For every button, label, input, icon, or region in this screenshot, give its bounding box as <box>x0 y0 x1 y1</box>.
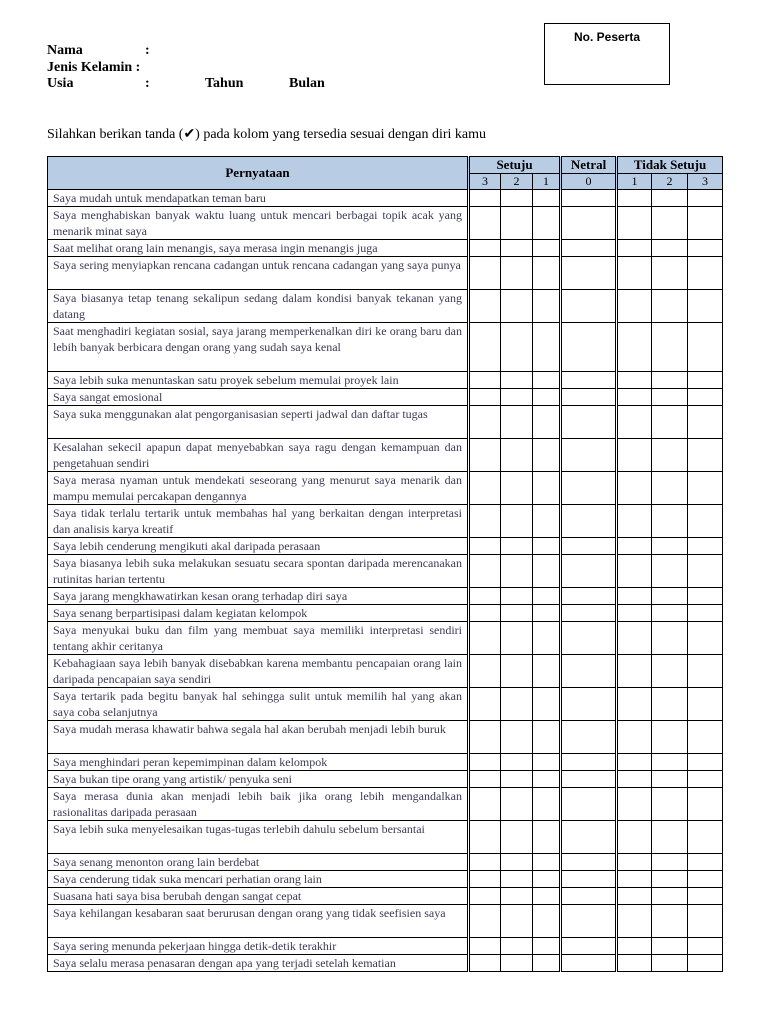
answer-checkbox-cell[interactable] <box>617 372 652 389</box>
answer-checkbox-cell[interactable] <box>533 190 561 207</box>
participant-number-label: No. Peserta <box>573 30 641 44</box>
answer-checkbox-cell[interactable] <box>469 888 501 905</box>
answer-checkbox-cell[interactable] <box>469 588 501 605</box>
statement-cell: Saya menghabiskan banyak waktu luang untuk mencari berbagai topik acak yang menarik minat saya <box>48 207 469 240</box>
answer-checkbox-cell[interactable] <box>561 472 617 505</box>
answer-checkbox-cell[interactable] <box>469 821 501 854</box>
answer-checkbox-cell[interactable] <box>688 389 723 406</box>
answer-checkbox-cell[interactable] <box>617 655 652 688</box>
answer-checkbox-cell[interactable] <box>561 688 617 721</box>
answer-checkbox-cell[interactable] <box>501 323 533 372</box>
answer-checkbox-cell[interactable] <box>561 854 617 871</box>
answer-checkbox-cell[interactable] <box>688 721 723 754</box>
answer-checkbox-cell[interactable] <box>688 655 723 688</box>
answer-checkbox-cell[interactable] <box>652 439 688 472</box>
answer-checkbox-cell[interactable] <box>469 290 501 323</box>
answer-checkbox-cell[interactable] <box>652 771 688 788</box>
gender-label: Jenis Kelamin : <box>47 60 141 75</box>
statement-cell: Saya jarang mengkhawatirkan kesan orang terhadap diri saya <box>48 588 469 605</box>
statement-cell: Kesalahan sekecil apapun dapat menyebabkan saya ragu dengan kemampuan dan pengetahuan sendiri <box>48 439 469 472</box>
answer-checkbox-cell[interactable] <box>617 938 652 955</box>
answer-checkbox-cell[interactable] <box>469 323 501 372</box>
answer-checkbox-cell[interactable] <box>652 721 688 754</box>
score-header: 1 <box>617 174 652 190</box>
answer-checkbox-cell[interactable] <box>561 207 617 240</box>
answer-checkbox-cell[interactable] <box>688 905 723 938</box>
table-row <box>48 505 723 538</box>
statement-cell: Suasana hati saya bisa berubah dengan sangat cepat <box>48 888 469 905</box>
answer-checkbox-cell[interactable] <box>688 955 723 972</box>
answer-checkbox-cell[interactable] <box>501 688 533 721</box>
answer-checkbox-cell[interactable] <box>652 788 688 821</box>
statement-cell: Saya biasanya tetap tenang sekalipun sedang dalam kondisi banyak tekanan yang datang <box>48 290 469 323</box>
answer-checkbox-cell[interactable] <box>561 257 617 290</box>
table-row <box>48 439 723 472</box>
answer-checkbox-cell[interactable] <box>469 207 501 240</box>
statement-cell: Saya sangat emosional <box>48 389 469 406</box>
answer-checkbox-cell[interactable] <box>652 754 688 771</box>
statement-cell: Saya lebih suka menyelesaikan tugas-tugas terlebih dahulu sebelum bersantai <box>48 821 469 854</box>
answer-checkbox-cell[interactable] <box>561 788 617 821</box>
table-row <box>48 406 723 439</box>
answer-checkbox-cell[interactable] <box>688 622 723 655</box>
answer-checkbox-cell[interactable] <box>561 538 617 555</box>
answer-checkbox-cell[interactable] <box>652 472 688 505</box>
answer-checkbox-cell[interactable] <box>652 655 688 688</box>
answer-checkbox-cell[interactable] <box>501 721 533 754</box>
table-row <box>48 888 723 905</box>
answer-checkbox-cell[interactable] <box>469 655 501 688</box>
table-row <box>48 372 723 389</box>
answer-checkbox-cell[interactable] <box>652 938 688 955</box>
answer-checkbox-cell[interactable] <box>561 406 617 439</box>
answer-checkbox-cell[interactable] <box>469 688 501 721</box>
table-row <box>48 955 723 972</box>
answer-checkbox-cell[interactable] <box>533 588 561 605</box>
answer-checkbox-cell[interactable] <box>533 207 561 240</box>
answer-checkbox-cell[interactable] <box>652 323 688 372</box>
score-header: 0 <box>561 174 617 190</box>
answer-checkbox-cell[interactable] <box>617 538 652 555</box>
table-row <box>48 622 723 655</box>
table-row <box>48 257 723 290</box>
answer-checkbox-cell[interactable] <box>617 555 652 588</box>
table-row <box>48 588 723 605</box>
answer-checkbox-cell[interactable] <box>469 406 501 439</box>
answer-checkbox-cell[interactable] <box>533 622 561 655</box>
answer-checkbox-cell[interactable] <box>469 240 501 257</box>
answer-checkbox-cell[interactable] <box>617 771 652 788</box>
answer-checkbox-cell[interactable] <box>688 871 723 888</box>
table-row <box>48 821 723 854</box>
table-row <box>48 771 723 788</box>
answer-checkbox-cell[interactable] <box>617 854 652 871</box>
statement-cell: Saya mudah untuk mendapatkan teman baru <box>48 190 469 207</box>
table-row <box>48 323 723 372</box>
answer-checkbox-cell[interactable] <box>533 538 561 555</box>
answer-checkbox-cell[interactable] <box>533 655 561 688</box>
table-row <box>48 721 723 754</box>
answer-checkbox-cell[interactable] <box>469 505 501 538</box>
answer-checkbox-cell[interactable] <box>469 372 501 389</box>
answer-checkbox-cell[interactable] <box>688 257 723 290</box>
table-row <box>48 938 723 955</box>
answer-checkbox-cell[interactable] <box>561 240 617 257</box>
answer-checkbox-cell[interactable] <box>501 771 533 788</box>
answer-checkbox-cell[interactable] <box>617 622 652 655</box>
answer-checkbox-cell[interactable] <box>688 240 723 257</box>
statement-cell: Saya senang berpartisipasi dalam kegiatan kelompok <box>48 605 469 622</box>
answer-checkbox-cell[interactable] <box>561 622 617 655</box>
answer-checkbox-cell[interactable] <box>617 207 652 240</box>
answer-checkbox-cell[interactable] <box>469 555 501 588</box>
answer-checkbox-cell[interactable] <box>617 240 652 257</box>
answer-checkbox-cell[interactable] <box>688 406 723 439</box>
answer-checkbox-cell[interactable] <box>533 240 561 257</box>
statement-cell: Saya lebih cenderung mengikuti akal daripada perasaan <box>48 538 469 555</box>
answer-checkbox-cell[interactable] <box>652 888 688 905</box>
answer-checkbox-cell[interactable] <box>561 605 617 622</box>
answer-checkbox-cell[interactable] <box>688 290 723 323</box>
table-row <box>48 754 723 771</box>
answer-checkbox-cell[interactable] <box>501 190 533 207</box>
answer-checkbox-cell[interactable] <box>533 257 561 290</box>
statement-cell: Saya merasa nyaman untuk mendekati seseorang yang menurut saya menarik dan mampu memulai percakapan dengannya <box>48 472 469 505</box>
answer-checkbox-cell[interactable] <box>652 871 688 888</box>
answer-checkbox-cell[interactable] <box>533 905 561 938</box>
answer-checkbox-cell[interactable] <box>469 622 501 655</box>
answer-checkbox-cell[interactable] <box>617 505 652 538</box>
answer-checkbox-cell[interactable] <box>617 905 652 938</box>
answer-checkbox-cell[interactable] <box>501 538 533 555</box>
statement-cell: Saya selalu merasa penasaran dengan apa yang terjadi setelah kematian <box>48 955 469 972</box>
answer-checkbox-cell[interactable] <box>652 389 688 406</box>
participant-number-box[interactable] <box>544 23 670 85</box>
answer-checkbox-cell[interactable] <box>617 290 652 323</box>
statement-cell: Saya suka menggunakan alat pengorganisasian seperti jadwal dan daftar tugas <box>48 406 469 439</box>
answer-checkbox-cell[interactable] <box>533 605 561 622</box>
answer-checkbox-cell[interactable] <box>688 688 723 721</box>
answer-checkbox-cell[interactable] <box>561 905 617 938</box>
answer-checkbox-cell[interactable] <box>688 605 723 622</box>
answer-checkbox-cell[interactable] <box>501 955 533 972</box>
statement-cell: Saya senang menonton orang lain berdebat <box>48 854 469 871</box>
answer-checkbox-cell[interactable] <box>688 754 723 771</box>
answer-checkbox-cell[interactable] <box>652 688 688 721</box>
agree-header: Setuju <box>469 157 561 174</box>
answer-checkbox-cell[interactable] <box>533 871 561 888</box>
answer-checkbox-cell[interactable] <box>561 389 617 406</box>
answer-checkbox-cell[interactable] <box>652 588 688 605</box>
answer-checkbox-cell[interactable] <box>617 588 652 605</box>
table-row <box>48 538 723 555</box>
answer-checkbox-cell[interactable] <box>469 854 501 871</box>
answer-checkbox-cell[interactable] <box>617 955 652 972</box>
answer-checkbox-cell[interactable] <box>652 257 688 290</box>
questionnaire-body <box>48 190 723 972</box>
answer-checkbox-cell[interactable] <box>501 605 533 622</box>
statement-cell: Saya lebih suka menuntaskan satu proyek sebelum memulai proyek lain <box>48 372 469 389</box>
answer-checkbox-cell[interactable] <box>561 721 617 754</box>
answer-checkbox-cell[interactable] <box>469 754 501 771</box>
answer-checkbox-cell[interactable] <box>617 888 652 905</box>
answer-checkbox-cell[interactable] <box>501 555 533 588</box>
answer-checkbox-cell[interactable] <box>652 538 688 555</box>
answer-checkbox-cell[interactable] <box>561 190 617 207</box>
answer-checkbox-cell[interactable] <box>501 938 533 955</box>
answer-checkbox-cell[interactable] <box>533 372 561 389</box>
answer-checkbox-cell[interactable] <box>501 888 533 905</box>
answer-checkbox-cell[interactable] <box>533 854 561 871</box>
answer-checkbox-cell[interactable] <box>501 207 533 240</box>
answer-checkbox-cell[interactable] <box>561 655 617 688</box>
statement-cell: Saat melihat orang lain menangis, saya merasa ingin menangis juga <box>48 240 469 257</box>
answer-checkbox-cell[interactable] <box>469 955 501 972</box>
answer-checkbox-cell[interactable] <box>533 888 561 905</box>
answer-checkbox-cell[interactable] <box>652 905 688 938</box>
answer-checkbox-cell[interactable] <box>533 955 561 972</box>
statement-cell: Saya kehilangan kesabaran saat berurusan dengan orang yang tidak seefisien saya <box>48 905 469 938</box>
answer-checkbox-cell[interactable] <box>501 754 533 771</box>
answer-checkbox-cell[interactable] <box>561 555 617 588</box>
answer-checkbox-cell[interactable] <box>561 771 617 788</box>
answer-checkbox-cell[interactable] <box>688 788 723 821</box>
answer-checkbox-cell[interactable] <box>501 240 533 257</box>
answer-checkbox-cell[interactable] <box>501 788 533 821</box>
score-header: 1 <box>533 174 561 190</box>
answer-checkbox-cell[interactable] <box>561 372 617 389</box>
answer-checkbox-cell[interactable] <box>688 505 723 538</box>
answer-checkbox-cell[interactable] <box>533 406 561 439</box>
answer-checkbox-cell[interactable] <box>652 240 688 257</box>
answer-checkbox-cell[interactable] <box>617 605 652 622</box>
name-label: Nama <box>47 43 83 58</box>
answer-checkbox-cell[interactable] <box>561 754 617 771</box>
answer-checkbox-cell[interactable] <box>688 555 723 588</box>
answer-checkbox-cell[interactable] <box>501 439 533 472</box>
answer-checkbox-cell[interactable] <box>533 771 561 788</box>
answer-checkbox-cell[interactable] <box>617 323 652 372</box>
table-row <box>48 240 723 257</box>
answer-checkbox-cell[interactable] <box>533 754 561 771</box>
answer-checkbox-cell[interactable] <box>533 788 561 821</box>
answer-checkbox-cell[interactable] <box>617 257 652 290</box>
table-row <box>48 555 723 588</box>
name-colon: : <box>145 43 150 58</box>
answer-checkbox-cell[interactable] <box>652 406 688 439</box>
answer-checkbox-cell[interactable] <box>533 290 561 323</box>
statement-cell: Saya mudah merasa khawatir bahwa segala hal akan berubah menjadi lebih buruk <box>48 721 469 754</box>
statement-cell: Saya cenderung tidak suka mencari perhatian orang lain <box>48 871 469 888</box>
answer-checkbox-cell[interactable] <box>469 439 501 472</box>
answer-checkbox-cell[interactable] <box>561 871 617 888</box>
answer-checkbox-cell[interactable] <box>688 538 723 555</box>
answer-checkbox-cell[interactable] <box>617 389 652 406</box>
answer-checkbox-cell[interactable] <box>501 472 533 505</box>
answer-checkbox-cell[interactable] <box>688 439 723 472</box>
answer-checkbox-cell[interactable] <box>652 622 688 655</box>
age-colon: : <box>145 76 150 91</box>
table-row <box>48 190 723 207</box>
answer-checkbox-cell[interactable] <box>469 389 501 406</box>
table-row <box>48 389 723 406</box>
answer-checkbox-cell[interactable] <box>688 323 723 372</box>
disagree-header: Tidak Setuju <box>617 157 723 174</box>
answer-checkbox-cell[interactable] <box>469 938 501 955</box>
statement-cell: Saya tidak terlalu tertarik untuk membahas hal yang berkaitan dengan interpretasi dan analisis karya kreatif <box>48 505 469 538</box>
table-row <box>48 655 723 688</box>
statement-cell: Saya bukan tipe orang yang artistik/ penyuka seni <box>48 771 469 788</box>
answer-checkbox-cell[interactable] <box>469 257 501 290</box>
table-row <box>48 854 723 871</box>
answer-checkbox-cell[interactable] <box>469 605 501 622</box>
answer-checkbox-cell[interactable] <box>617 754 652 771</box>
answer-checkbox-cell[interactable] <box>688 588 723 605</box>
answer-checkbox-cell[interactable] <box>561 439 617 472</box>
answer-checkbox-cell[interactable] <box>688 938 723 955</box>
table-row <box>48 905 723 938</box>
statement-cell: Saya biasanya lebih suka melakukan sesuatu secara spontan daripada merencanakan rutinitas harian tertentu <box>48 555 469 588</box>
answer-checkbox-cell[interactable] <box>561 588 617 605</box>
answer-checkbox-cell[interactable] <box>533 439 561 472</box>
score-header: 2 <box>501 174 533 190</box>
answer-checkbox-cell[interactable] <box>652 854 688 871</box>
age-label: Usia <box>47 76 74 91</box>
score-header: 3 <box>688 174 723 190</box>
table-row <box>48 207 723 240</box>
answer-checkbox-cell[interactable] <box>652 290 688 323</box>
answer-checkbox-cell[interactable] <box>469 721 501 754</box>
answer-checkbox-cell[interactable] <box>469 538 501 555</box>
answer-checkbox-cell[interactable] <box>688 888 723 905</box>
answer-checkbox-cell[interactable] <box>469 472 501 505</box>
answer-checkbox-cell[interactable] <box>561 821 617 854</box>
answer-checkbox-cell[interactable] <box>688 190 723 207</box>
answer-checkbox-cell[interactable] <box>501 372 533 389</box>
statement-cell: Saya sering menunda pekerjaan hingga detik-detik terakhir <box>48 938 469 955</box>
answer-checkbox-cell[interactable] <box>561 955 617 972</box>
questionnaire-table <box>47 156 723 972</box>
answer-checkbox-cell[interactable] <box>533 688 561 721</box>
answer-checkbox-cell[interactable] <box>533 323 561 372</box>
answer-checkbox-cell[interactable] <box>688 472 723 505</box>
answer-checkbox-cell[interactable] <box>501 871 533 888</box>
statement-header: Pernyataan <box>48 157 469 190</box>
answer-checkbox-cell[interactable] <box>501 505 533 538</box>
table-row <box>48 871 723 888</box>
answer-checkbox-cell[interactable] <box>469 905 501 938</box>
neutral-header: Netral <box>561 157 617 174</box>
answer-checkbox-cell[interactable] <box>501 655 533 688</box>
answer-checkbox-cell[interactable] <box>617 190 652 207</box>
statement-cell: Kebahagiaan saya lebih banyak disebabkan karena membantu pencapaian orang lain daripada pencapaian saya sendiri <box>48 655 469 688</box>
answer-checkbox-cell[interactable] <box>469 771 501 788</box>
answer-checkbox-cell[interactable] <box>533 938 561 955</box>
answer-checkbox-cell[interactable] <box>652 955 688 972</box>
answer-checkbox-cell[interactable] <box>561 505 617 538</box>
answer-checkbox-cell[interactable] <box>652 555 688 588</box>
answer-checkbox-cell[interactable] <box>501 821 533 854</box>
table-row <box>48 472 723 505</box>
answer-checkbox-cell[interactable] <box>617 406 652 439</box>
statement-cell: Saat menghadiri kegiatan sosial, saya jarang memperkenalkan diri ke orang baru dan lebih banyak berbicara dengan orang yang sudah saya kenal <box>48 323 469 372</box>
answer-checkbox-cell[interactable] <box>501 905 533 938</box>
answer-checkbox-cell[interactable] <box>533 721 561 754</box>
instruction-text: Silahkan berikan tanda (✔) pada kolom yang tersedia sesuai dengan diri kamu <box>47 127 486 142</box>
statement-cell: Saya menghindari peran kepemimpinan dalam kelompok <box>48 754 469 771</box>
answer-checkbox-cell[interactable] <box>561 888 617 905</box>
answer-checkbox-cell[interactable] <box>533 389 561 406</box>
answer-checkbox-cell[interactable] <box>561 323 617 372</box>
table-row <box>48 688 723 721</box>
answer-checkbox-cell[interactable] <box>501 290 533 323</box>
score-header: 3 <box>469 174 501 190</box>
answer-checkbox-cell[interactable] <box>501 406 533 439</box>
answer-checkbox-cell[interactable] <box>561 938 617 955</box>
answer-checkbox-cell[interactable] <box>688 207 723 240</box>
table-row <box>48 605 723 622</box>
answer-checkbox-cell[interactable] <box>501 622 533 655</box>
year-label: Tahun <box>205 76 244 91</box>
answer-checkbox-cell[interactable] <box>652 207 688 240</box>
answer-checkbox-cell[interactable] <box>469 788 501 821</box>
answer-checkbox-cell[interactable] <box>617 688 652 721</box>
table-row <box>48 788 723 821</box>
answer-checkbox-cell[interactable] <box>617 721 652 754</box>
statement-cell: Saya menyukai buku dan film yang membuat saya memiliki interpretasi sendiri tentang akhir ceritanya <box>48 622 469 655</box>
answer-checkbox-cell[interactable] <box>688 771 723 788</box>
answer-checkbox-cell[interactable] <box>501 389 533 406</box>
answer-checkbox-cell[interactable] <box>533 505 561 538</box>
answer-checkbox-cell[interactable] <box>501 588 533 605</box>
month-label: Bulan <box>289 76 325 91</box>
statement-cell: Saya sering menyiapkan rencana cadangan untuk rencana cadangan yang saya punya <box>48 257 469 290</box>
answer-checkbox-cell[interactable] <box>533 472 561 505</box>
answer-checkbox-cell[interactable] <box>688 372 723 389</box>
answer-checkbox-cell[interactable] <box>617 871 652 888</box>
answer-checkbox-cell[interactable] <box>688 854 723 871</box>
answer-checkbox-cell[interactable] <box>617 788 652 821</box>
answer-checkbox-cell[interactable] <box>469 871 501 888</box>
answer-checkbox-cell[interactable] <box>533 821 561 854</box>
score-header: 2 <box>652 174 688 190</box>
statement-cell: Saya tertarik pada begitu banyak hal sehingga sulit untuk memilih hal yang akan saya coba selanjutnya <box>48 688 469 721</box>
answer-checkbox-cell[interactable] <box>652 505 688 538</box>
answer-checkbox-cell[interactable] <box>617 472 652 505</box>
answer-checkbox-cell[interactable] <box>501 854 533 871</box>
answer-checkbox-cell[interactable] <box>533 555 561 588</box>
answer-checkbox-cell[interactable] <box>652 605 688 622</box>
answer-checkbox-cell[interactable] <box>652 372 688 389</box>
table-row <box>48 290 723 323</box>
answer-checkbox-cell[interactable] <box>652 821 688 854</box>
answer-checkbox-cell[interactable] <box>652 190 688 207</box>
answer-checkbox-cell[interactable] <box>688 821 723 854</box>
statement-cell: Saya merasa dunia akan menjadi lebih baik jika orang lebih mengandalkan rasionalitas daripada perasaan <box>48 788 469 821</box>
answer-checkbox-cell[interactable] <box>561 290 617 323</box>
answer-checkbox-cell[interactable] <box>617 439 652 472</box>
answer-checkbox-cell[interactable] <box>501 257 533 290</box>
answer-checkbox-cell[interactable] <box>469 190 501 207</box>
answer-checkbox-cell[interactable] <box>617 821 652 854</box>
